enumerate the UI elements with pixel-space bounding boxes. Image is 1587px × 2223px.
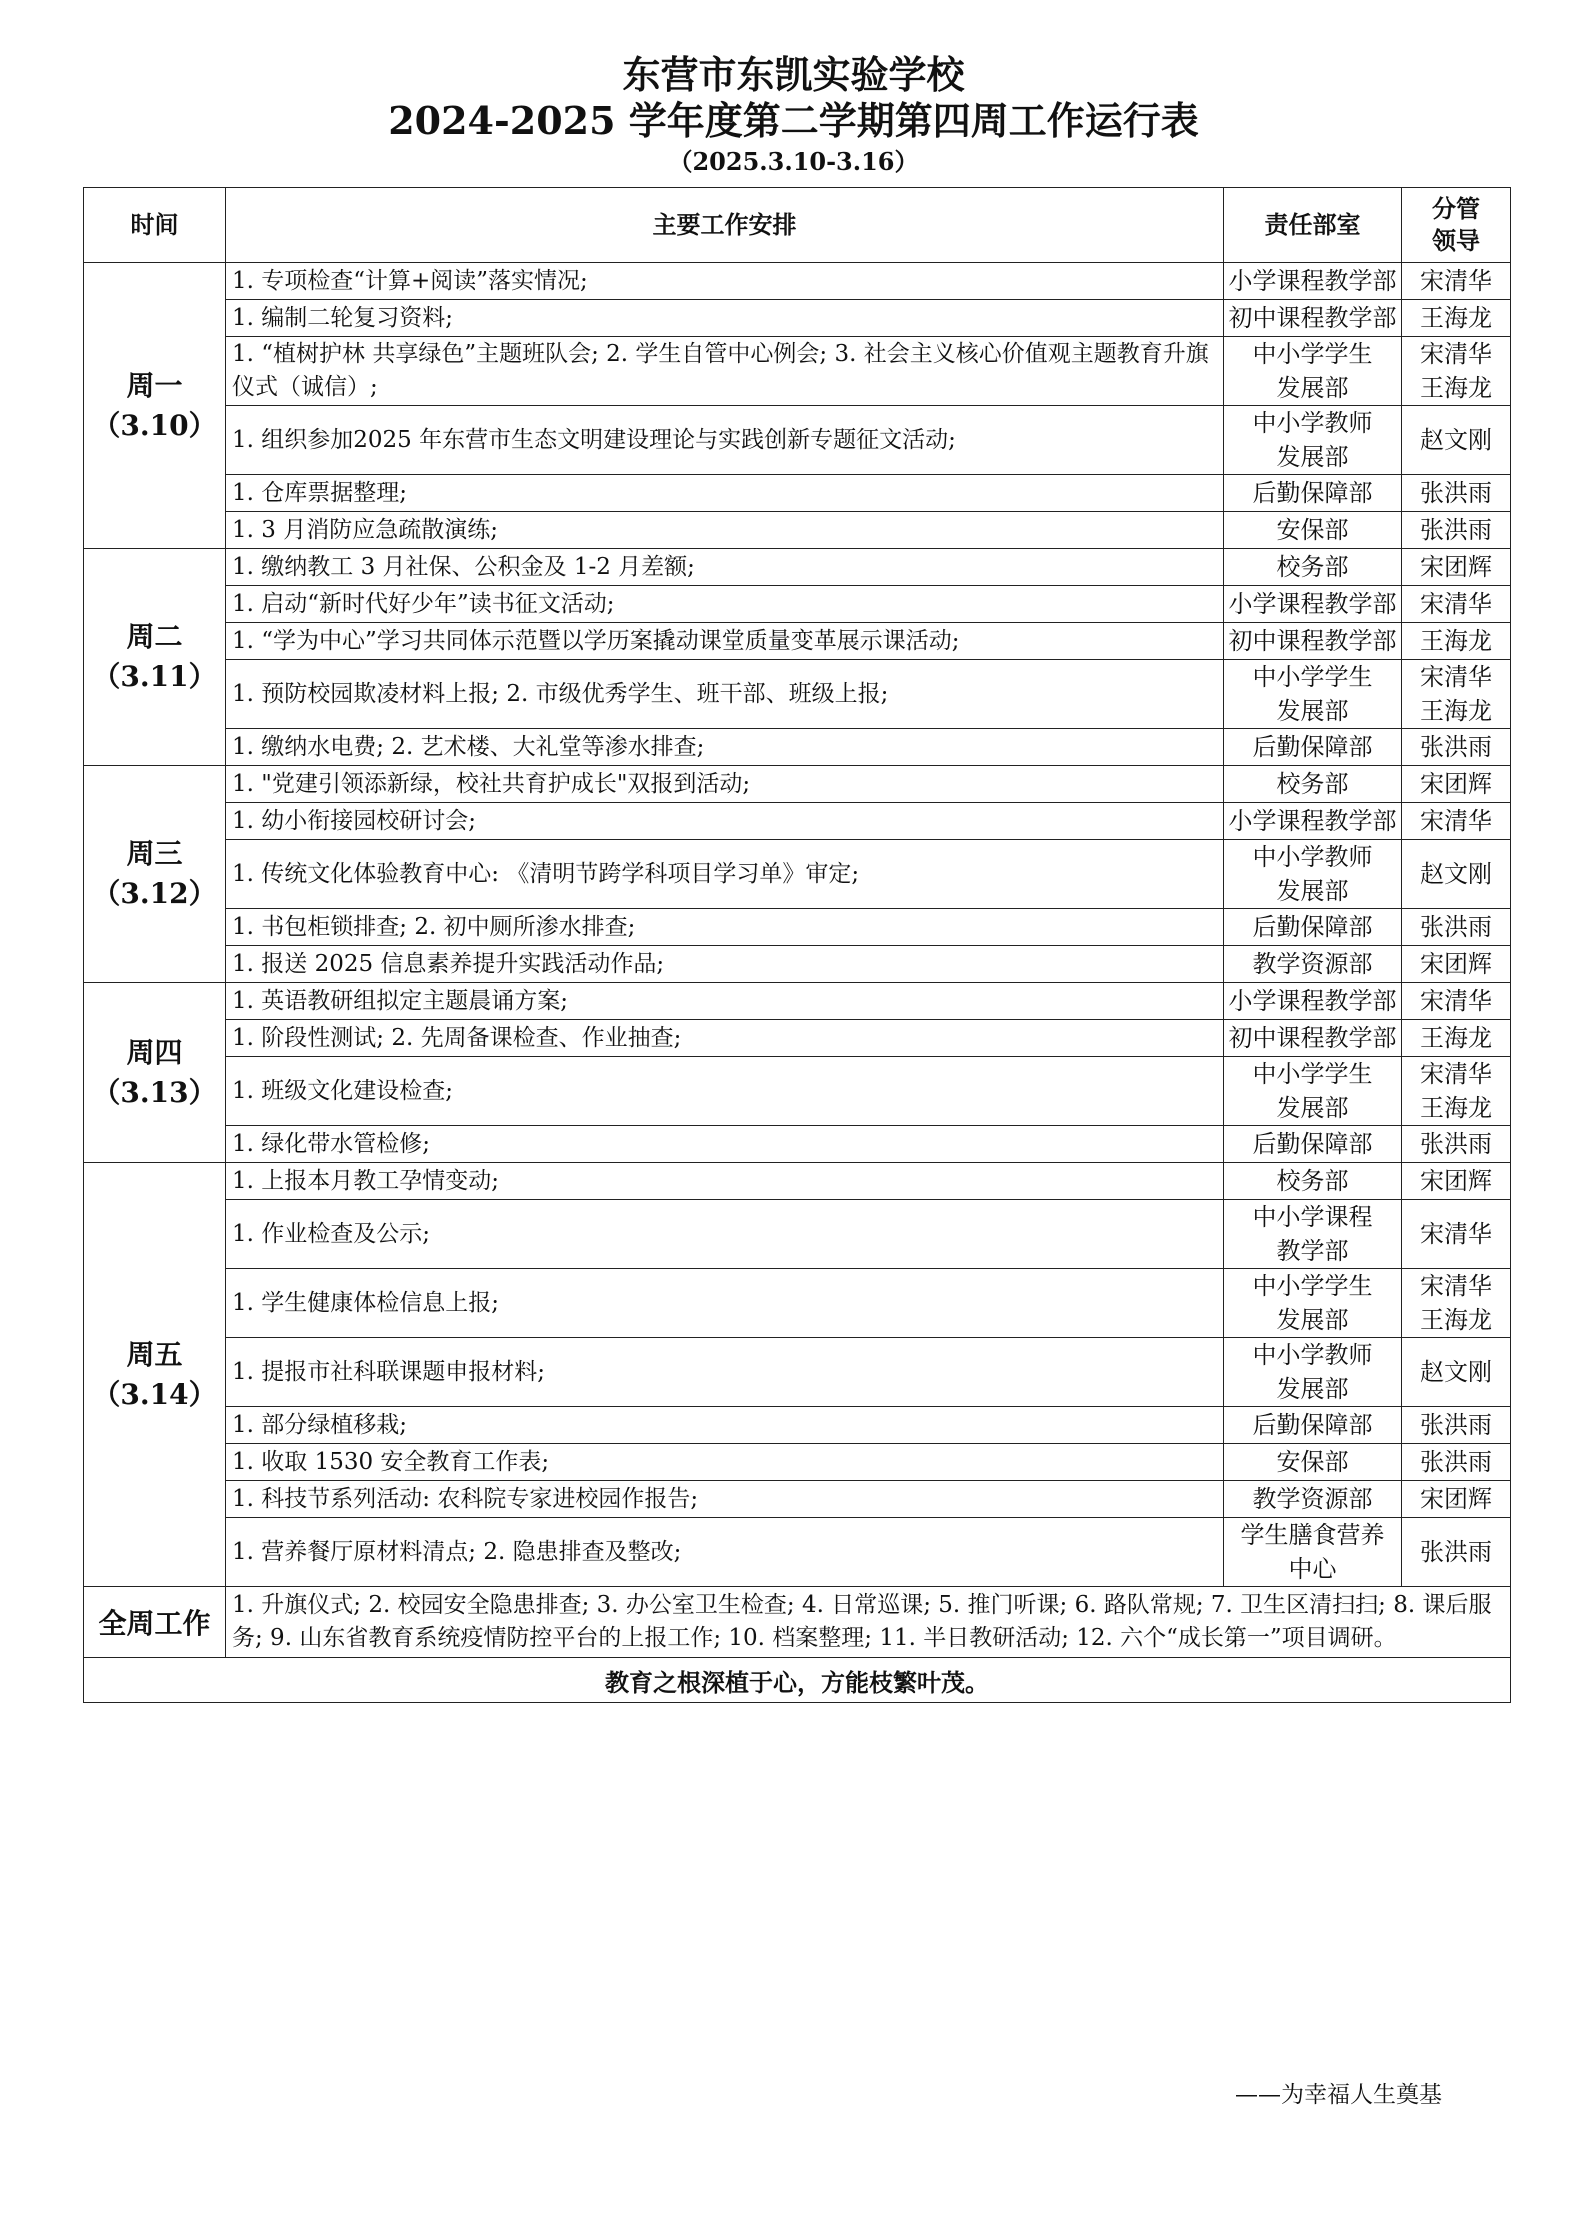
leader-name: 王海龙 <box>1420 1024 1492 1052</box>
leader-name: 宋团辉 <box>1420 950 1492 978</box>
dept-line: 中小学学生 <box>1252 663 1373 691</box>
task-cell: 1. 提报市社科联课题申报材料; <box>226 1338 1224 1407</box>
dept-line: 教学部 <box>1276 1237 1349 1265</box>
leader-cell <box>1402 623 1511 660</box>
task-cell: 1. 专项检查“计算+阅读”落实情况; <box>226 263 1224 300</box>
dept-cell <box>1224 623 1402 660</box>
dept-line: 中小学教师 <box>1252 1341 1373 1369</box>
leader-name: 张洪雨 <box>1420 1130 1492 1158</box>
dept-line: 后勤保障部 <box>1252 1130 1373 1158</box>
table-row <box>84 1057 1511 1126</box>
day-name: 周二 <box>126 620 183 653</box>
dept-line: 小学课程教学部 <box>1228 987 1397 1015</box>
task-cell: 1. "党建引领添新绿，校社共育护成长"双报到活动; <box>226 766 1224 803</box>
task-cell: 1. 英语教研组拟定主题晨诵方案; <box>226 983 1224 1020</box>
day-date: （3.10） <box>92 408 217 442</box>
dept-cell <box>1224 1126 1402 1163</box>
leader-cell <box>1402 1338 1511 1407</box>
leader-cell <box>1402 475 1511 512</box>
leader-cell <box>1402 766 1511 803</box>
column-header-work: 主要工作安排 <box>226 188 1224 263</box>
leader-cell <box>1402 1444 1511 1481</box>
leader-cell <box>1402 1200 1511 1269</box>
day-date: （3.12） <box>92 877 217 910</box>
dept-cell <box>1224 586 1402 623</box>
leader-cell <box>1402 729 1511 766</box>
dept-line: 后勤保障部 <box>1252 733 1373 761</box>
dept-line: 中小学教师 <box>1252 843 1373 871</box>
leader-name: 张洪雨 <box>1420 1411 1492 1439</box>
task-cell: 1. 班级文化建设检查; <box>226 1057 1224 1126</box>
dept-cell <box>1224 1269 1402 1338</box>
day-name: 周五 <box>126 1337 183 1371</box>
leader-cell <box>1402 1269 1511 1338</box>
dept-line: 小学课程教学部 <box>1228 590 1397 618</box>
day-date: （3.11） <box>92 660 217 693</box>
task-cell: 1. 收取 1530 安全教育工作表; <box>226 1444 1224 1481</box>
leader-cell <box>1402 1518 1511 1587</box>
table-row <box>84 803 1511 840</box>
dept-cell <box>1224 263 1402 300</box>
table-header-row <box>84 188 1511 263</box>
table-row <box>84 300 1511 337</box>
table-row <box>84 909 1511 946</box>
table-row <box>84 586 1511 623</box>
leader-cell <box>1402 1163 1511 1200</box>
schedule-body <box>84 263 1511 1587</box>
dept-line: 中小学学生 <box>1252 1272 1373 1300</box>
table-row <box>84 1200 1511 1269</box>
dept-cell <box>1224 1481 1402 1518</box>
leader-name: 赵文刚 <box>1420 426 1492 454</box>
dept-line: 初中课程教学部 <box>1228 627 1397 655</box>
table-row <box>84 406 1511 475</box>
dept-line: 中小学学生 <box>1252 340 1373 368</box>
leader-name: 宋清华 <box>1420 267 1492 295</box>
leader-name: 张洪雨 <box>1420 479 1492 507</box>
leader-name: 宋清华 <box>1420 663 1492 691</box>
leader-cell <box>1402 946 1511 983</box>
leader-cell <box>1402 660 1511 729</box>
leader-name: 张洪雨 <box>1420 733 1492 761</box>
dept-cell <box>1224 337 1402 406</box>
leader-name: 宋清华 <box>1420 340 1492 368</box>
table-row <box>84 549 1511 586</box>
dept-cell <box>1224 840 1402 909</box>
dept-line: 发展部 <box>1276 1094 1349 1122</box>
task-cell: 1. 上报本月教工孕情变动; <box>226 1163 1224 1200</box>
dept-cell <box>1224 983 1402 1020</box>
leader-name: 王海龙 <box>1420 374 1492 402</box>
table-row <box>84 623 1511 660</box>
dept-line: 中心 <box>1288 1555 1337 1583</box>
dept-line: 发展部 <box>1276 877 1349 905</box>
leader-name: 宋清华 <box>1420 987 1492 1015</box>
day-cell <box>84 766 226 983</box>
task-cell: 1. 营养餐厅原材料清点; 2. 隐患排查及整改; <box>226 1518 1224 1587</box>
dept-line: 后勤保障部 <box>1252 479 1373 507</box>
leader-cell <box>1402 1407 1511 1444</box>
task-cell: 1. 报送 2025 信息素养提升实践活动作品; <box>226 946 1224 983</box>
table-row <box>84 1163 1511 1200</box>
leader-cell <box>1402 983 1511 1020</box>
leader-cell <box>1402 586 1511 623</box>
task-cell: 1. 科技节系列活动: 农科院专家进校园作报告; <box>226 1481 1224 1518</box>
leader-cell <box>1402 803 1511 840</box>
table-row <box>84 1407 1511 1444</box>
dept-line: 校务部 <box>1276 770 1349 798</box>
leader-name: 宋清华 <box>1420 1272 1492 1300</box>
footer-slogan: ——为幸福人生奠基 <box>1235 2082 1442 2108</box>
day-cell <box>84 263 226 549</box>
task-cell: 1. 部分绿植移栽; <box>226 1407 1224 1444</box>
dept-line: 学生膳食营养 <box>1240 1521 1385 1549</box>
task-cell: 1. 3 月消防应急疏散演练; <box>226 512 1224 549</box>
leader-cell <box>1402 1126 1511 1163</box>
dept-cell <box>1224 1444 1402 1481</box>
leader-name: 宋团辉 <box>1420 553 1492 581</box>
leader-name: 张洪雨 <box>1420 913 1492 941</box>
dept-line: 后勤保障部 <box>1252 913 1373 941</box>
dept-cell <box>1224 1407 1402 1444</box>
leader-cell <box>1402 1481 1511 1518</box>
dept-line: 发展部 <box>1276 1375 1349 1403</box>
dept-line: 初中课程教学部 <box>1228 304 1397 332</box>
document-title: 2024-2025 学年度第二学期第四周工作运行表 <box>388 98 1199 143</box>
task-cell: 1. 书包柜锁排查; 2. 初中厕所渗水排查; <box>226 909 1224 946</box>
day-cell <box>84 1163 226 1587</box>
leader-name: 王海龙 <box>1420 627 1492 655</box>
task-cell: 1. 启动“新时代好少年”读书征文活动; <box>226 586 1224 623</box>
dept-line: 安保部 <box>1276 516 1349 544</box>
table-row <box>84 660 1511 729</box>
school-name: 东营市东凯实验学校 <box>622 52 965 97</box>
leader-name: 宋团辉 <box>1420 770 1492 798</box>
all-week-text: 1. 升旗仪式; 2. 校园安全隐患排查; 3. 办公室卫生检查; 4. 日常巡课; 5. 推门听课; 6. 路队常规; 7. 卫生区清扫扫; 8. 课后服务; 9. 山东省教育系统疫情防控平台的上报工作; 10. 档案整理; 11. 半日教研活动; 12. 六个“成长第一”项目调研。 <box>226 1587 1511 1658</box>
task-cell: 1. 阶段性测试; 2. 先周备课检查、作业抽查; <box>226 1020 1224 1057</box>
schedule-table <box>83 187 1511 1703</box>
dept-cell <box>1224 1200 1402 1269</box>
dept-cell <box>1224 766 1402 803</box>
table-row <box>84 766 1511 803</box>
motto-row <box>84 1658 1511 1703</box>
dept-cell <box>1224 300 1402 337</box>
column-header-leader-text: 分管领导 <box>1431 194 1480 255</box>
dept-cell <box>1224 803 1402 840</box>
leader-name: 宋团辉 <box>1420 1485 1492 1513</box>
dept-cell <box>1224 475 1402 512</box>
dept-line: 发展部 <box>1276 374 1349 402</box>
all-week-row <box>84 1587 1511 1658</box>
table-row <box>84 840 1511 909</box>
task-cell: 1. 绿化带水管检修; <box>226 1126 1224 1163</box>
task-cell: 1. “植树护林 共享绿色”主题班队会; 2. 学生自管中心例会; 3. 社会主义核心价值观主题教育升旗仪式（诚信）; <box>226 337 1224 406</box>
table-row <box>84 337 1511 406</box>
dept-line: 中小学课程 <box>1252 1203 1373 1231</box>
dept-cell <box>1224 909 1402 946</box>
leader-name: 王海龙 <box>1420 1094 1492 1122</box>
day-date: （3.14） <box>92 1377 217 1411</box>
day-cell <box>84 549 226 766</box>
task-cell: 1. 幼小衔接园校研讨会; <box>226 803 1224 840</box>
table-row <box>84 729 1511 766</box>
leader-name: 赵文刚 <box>1420 1358 1492 1386</box>
leader-name: 宋清华 <box>1420 1220 1492 1248</box>
leader-name: 宋清华 <box>1420 807 1492 835</box>
dept-line: 后勤保障部 <box>1252 1411 1373 1439</box>
leader-cell <box>1402 337 1511 406</box>
dept-cell <box>1224 660 1402 729</box>
dept-line: 教学资源部 <box>1252 1485 1373 1513</box>
leader-name: 王海龙 <box>1420 1306 1492 1334</box>
day-name: 周一 <box>126 368 183 402</box>
dept-cell <box>1224 549 1402 586</box>
leader-name: 王海龙 <box>1420 697 1492 725</box>
leader-cell <box>1402 1057 1511 1126</box>
leader-name: 赵文刚 <box>1420 860 1492 888</box>
column-header-dept: 责任部室 <box>1224 188 1402 263</box>
dept-cell <box>1224 729 1402 766</box>
table-row <box>84 946 1511 983</box>
dept-line: 安保部 <box>1276 1448 1349 1476</box>
dept-cell <box>1224 1163 1402 1200</box>
table-row <box>84 1269 1511 1338</box>
leader-cell <box>1402 300 1511 337</box>
column-header-time: 时间 <box>84 188 226 263</box>
task-cell: 1. 学生健康体检信息上报; <box>226 1269 1224 1338</box>
table-row <box>84 983 1511 1020</box>
leader-cell <box>1402 263 1511 300</box>
table-row <box>84 1518 1511 1587</box>
table-row <box>84 1444 1511 1481</box>
all-week-label: 全周工作 <box>84 1587 226 1658</box>
dept-line: 校务部 <box>1276 1167 1349 1195</box>
day-name: 周四 <box>126 1035 183 1069</box>
leader-name: 张洪雨 <box>1420 1448 1492 1476</box>
table-row <box>84 1126 1511 1163</box>
dept-line: 发展部 <box>1276 697 1349 725</box>
task-cell: 1. 缴纳教工 3 月社保、公积金及 1-2 月差额; <box>226 549 1224 586</box>
dept-line: 中小学学生 <box>1252 1060 1373 1088</box>
table-row <box>84 1481 1511 1518</box>
leader-name: 宋清华 <box>1420 1060 1492 1088</box>
dept-cell <box>1224 1338 1402 1407</box>
leader-cell <box>1402 406 1511 475</box>
dept-line: 中小学教师 <box>1252 409 1373 437</box>
dept-cell <box>1224 946 1402 983</box>
task-cell: 1. “学为中心”学习共同体示范暨以学历案撬动课堂质量变革展示课活动; <box>226 623 1224 660</box>
dept-cell <box>1224 1518 1402 1587</box>
date-range: （2025.3.10-3.16） <box>668 147 919 176</box>
day-date: （3.13） <box>92 1075 217 1109</box>
leader-cell <box>1402 909 1511 946</box>
leader-name: 王海龙 <box>1420 304 1492 332</box>
table-row <box>84 263 1511 300</box>
leader-cell <box>1402 840 1511 909</box>
task-cell: 1. 编制二轮复习资料; <box>226 300 1224 337</box>
task-cell: 1. 作业检查及公示; <box>226 1200 1224 1269</box>
day-cell <box>84 983 226 1163</box>
task-cell: 1. 缴纳水电费; 2. 艺术楼、大礼堂等渗水排查; <box>226 729 1224 766</box>
table-row <box>84 475 1511 512</box>
task-cell: 1. 预防校园欺凌材料上报; 2. 市级优秀学生、班干部、班级上报; <box>226 660 1224 729</box>
leader-name: 宋清华 <box>1420 590 1492 618</box>
dept-line: 发展部 <box>1276 1306 1349 1334</box>
dept-cell <box>1224 1020 1402 1057</box>
leader-cell <box>1402 1020 1511 1057</box>
dept-line: 小学课程教学部 <box>1228 267 1397 295</box>
leader-name: 张洪雨 <box>1420 516 1492 544</box>
dept-cell <box>1224 406 1402 475</box>
column-header-leader <box>1402 188 1511 263</box>
dept-line: 校务部 <box>1276 553 1349 581</box>
day-name: 周三 <box>126 837 183 870</box>
leader-name: 宋团辉 <box>1420 1167 1492 1195</box>
table-row <box>84 1020 1511 1057</box>
leader-name: 张洪雨 <box>1420 1538 1492 1566</box>
dept-line: 发展部 <box>1276 443 1349 471</box>
leader-cell <box>1402 512 1511 549</box>
table-row <box>84 512 1511 549</box>
leader-cell <box>1402 549 1511 586</box>
dept-line: 小学课程教学部 <box>1228 807 1397 835</box>
table-row <box>84 1338 1511 1407</box>
motto: 教育之根深植于心，方能枝繁叶茂。 <box>84 1658 1511 1703</box>
task-cell: 1. 仓库票据整理; <box>226 475 1224 512</box>
task-cell: 1. 传统文化体验教育中心: 《清明节跨学科项目学习单》审定; <box>226 840 1224 909</box>
task-cell: 1. 组织参加2025 年东营市生态文明建设理论与实践创新专题征文活动; <box>226 406 1224 475</box>
dept-line: 教学资源部 <box>1252 950 1373 978</box>
dept-cell <box>1224 1057 1402 1126</box>
dept-cell <box>1224 512 1402 549</box>
dept-line: 初中课程教学部 <box>1228 1024 1397 1052</box>
